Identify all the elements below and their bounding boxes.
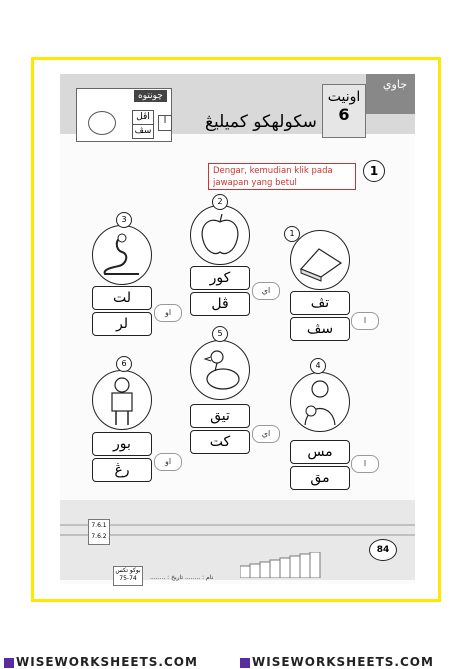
name-date-line: نام : ........ تاريخ : ........ xyxy=(150,574,214,581)
corner-label: جاوي xyxy=(382,78,407,91)
brand-left-text: WISEWORKSHEETS.COM xyxy=(16,655,198,669)
item-1-option-a[interactable]: تڤ xyxy=(290,291,350,315)
item-1-choice: ا xyxy=(351,312,379,330)
example-option-b: سڤ xyxy=(132,124,154,139)
standard-codes xyxy=(88,519,110,545)
code-2: 7.6.2 xyxy=(91,533,107,540)
brand-right-text: WISEWORKSHEETS.COM xyxy=(252,655,434,669)
item-4-picture xyxy=(290,372,350,432)
skills-stairs xyxy=(240,552,345,578)
item-6-picture xyxy=(92,370,152,430)
item-2-picture xyxy=(190,205,250,265)
item-2-option-b[interactable]: ڤل xyxy=(190,292,250,316)
exercise-number: 1 xyxy=(363,160,385,182)
fence-decoration xyxy=(60,517,415,543)
item-3-option-a[interactable]: لت xyxy=(92,286,152,310)
unit-number: 6 xyxy=(338,105,350,124)
item-5-option-a[interactable]: تيق xyxy=(190,404,250,428)
unit-word: اونيت xyxy=(327,89,361,105)
item-3-number: 3 xyxy=(116,212,132,228)
item-1-option-b[interactable]: سڤ xyxy=(290,317,350,341)
code-1: 7.6.1 xyxy=(91,522,107,529)
lesson-title: سکولهکو کميليڠ xyxy=(205,112,317,132)
snake-icon xyxy=(93,226,151,284)
boy-icon xyxy=(93,371,151,429)
item-4-choice: ا xyxy=(351,455,379,473)
item-6-number: 6 xyxy=(116,356,132,372)
example-option-a: اڤل xyxy=(132,110,154,125)
item-2-option-a[interactable]: کور xyxy=(190,266,250,290)
item-5-picture xyxy=(190,340,250,400)
brand-left xyxy=(4,655,198,669)
item-5-number: 5 xyxy=(212,326,228,342)
item-2-choice: اي xyxy=(252,282,280,300)
item-4-option-b[interactable]: مق xyxy=(290,466,350,490)
cake-slice-icon xyxy=(291,231,349,289)
item-1-picture xyxy=(290,230,350,290)
item-2-number: 2 xyxy=(212,194,228,210)
item-4-option-a[interactable]: مس xyxy=(290,440,350,464)
item-6-option-b[interactable]: رڠ xyxy=(92,458,152,482)
brand-logo-icon xyxy=(4,658,14,668)
item-6-choice: او xyxy=(154,453,182,471)
example-choice: ا xyxy=(158,115,172,131)
brand-right xyxy=(240,655,434,669)
instruction-text: Dengar, kemudian klik pada jawapan yang betul xyxy=(208,163,356,190)
duck-icon xyxy=(191,341,249,399)
item-5-choice: اي xyxy=(252,425,280,443)
item-3-picture xyxy=(92,225,152,285)
item-5-option-b[interactable]: کت xyxy=(190,430,250,454)
apple-icon xyxy=(191,206,249,264)
textbook-reference: بوکو تکس 74-75 xyxy=(113,566,143,586)
item-3-option-b[interactable]: لر xyxy=(92,312,152,336)
page-number: 84 xyxy=(369,539,397,561)
example-tag: چونتوه xyxy=(134,90,167,102)
item-6-option-a[interactable]: بور xyxy=(92,432,152,456)
item-4-number: 4 xyxy=(310,358,326,374)
mother-baby-icon xyxy=(291,373,349,431)
unit-box xyxy=(322,84,366,138)
corner-tab xyxy=(366,74,415,114)
example-cake-icon xyxy=(88,111,116,135)
item-3-choice: او xyxy=(154,304,182,322)
item-1-number: 1 xyxy=(284,226,300,242)
brand-logo-icon xyxy=(240,658,250,668)
